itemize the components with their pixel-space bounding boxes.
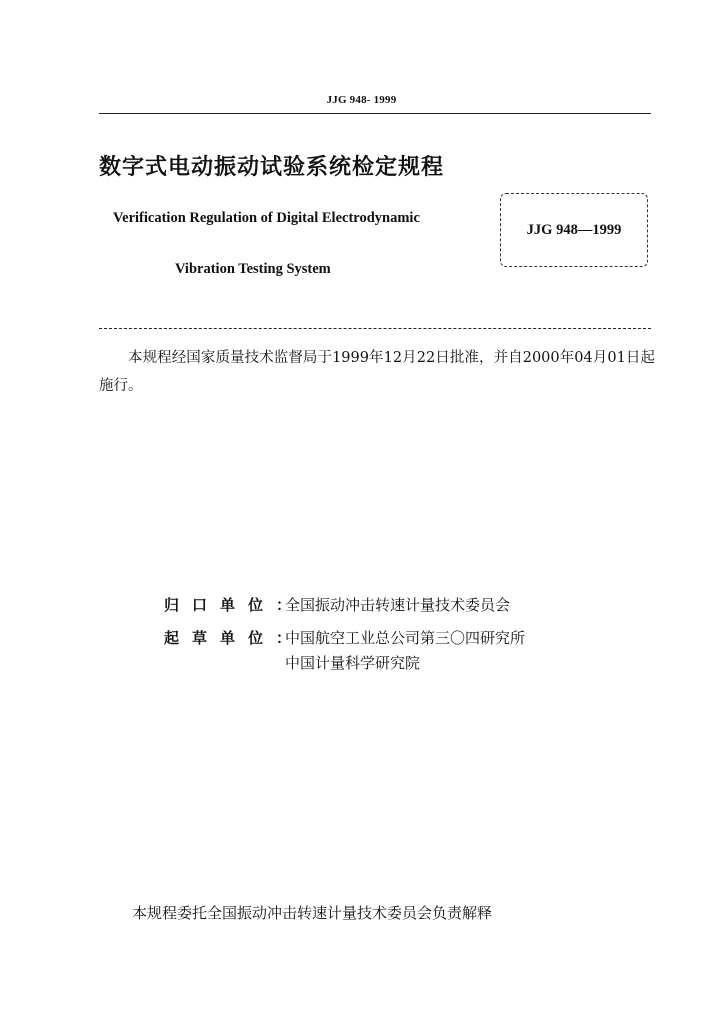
header-divider xyxy=(99,113,651,114)
title-divider xyxy=(99,328,651,329)
standard-code-box xyxy=(500,193,648,267)
drafting-unit-value-2: 中国计量科学研究院 xyxy=(285,654,421,672)
responsible-unit-value: 全国振动冲击转速计量技术委员会 xyxy=(285,596,511,614)
english-title-line2: Vibration Testing System xyxy=(175,261,331,277)
drafting-unit-label: 起草单位： xyxy=(164,629,305,647)
standard-code: JJG 948—1999 xyxy=(526,221,622,238)
approval-statement: 本规程经国家质量技术监督局于1999年12月22日批准，并自2000年04月01日起施行。 xyxy=(99,350,655,394)
interpretation-note: 本规程委托全国振动冲击转速计量技术委员会负责解释 xyxy=(132,904,493,922)
english-title-line1: Verification Regulation of Digital Electrodynamic xyxy=(113,210,420,226)
chinese-title: 数字式电动振动试验系统检定规程 xyxy=(99,155,445,180)
header-code: JJG 948- 1999 xyxy=(326,94,397,106)
responsible-unit-label: 归口单位： xyxy=(164,596,305,614)
drafting-unit-value-1: 中国航空工业总公司第三〇四研究所 xyxy=(285,629,526,647)
